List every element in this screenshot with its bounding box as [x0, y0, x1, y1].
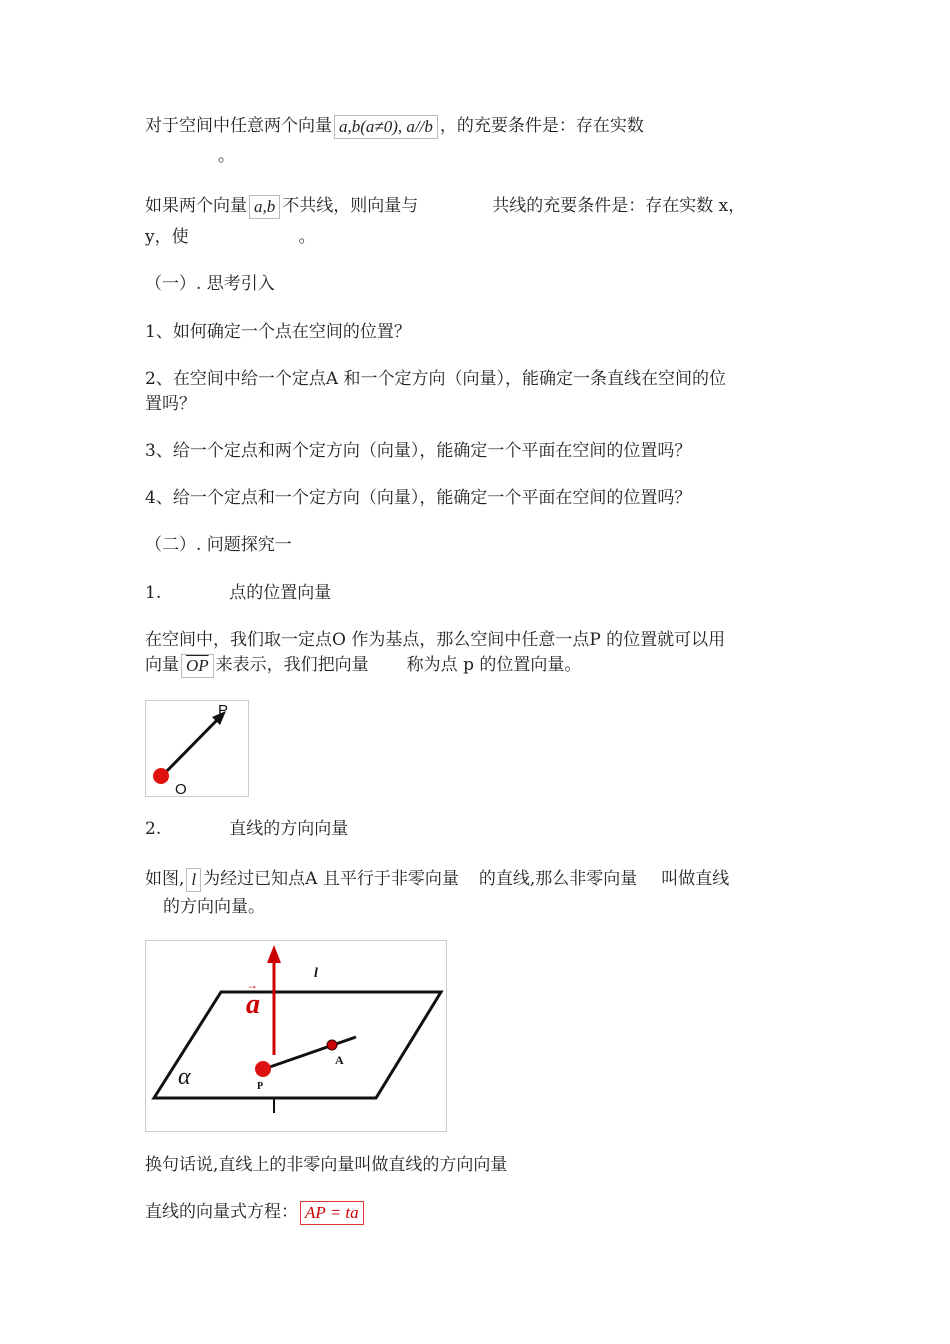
label-point-a: A [335, 1053, 344, 1067]
direction-text-line2: 的方向向量。 [163, 897, 265, 917]
label-p: P [218, 702, 229, 719]
vector-op-line [162, 717, 220, 776]
text: 共线的充要条件是：存在实数 x， [492, 196, 746, 216]
paragraph-parallel-condition [145, 114, 644, 139]
position-text-line2: 向量 $\overline{OP}$ 来表示，我们把向量 称为点 p 的位置向量。 [145, 653, 581, 678]
math-formula: a,b(a≠0), a//b [334, 115, 438, 139]
math-formula: l [186, 868, 201, 892]
question-1: 1、如何确定一个点在空间的位置？ [145, 322, 411, 342]
math-formula: a,b [249, 195, 280, 219]
question-4: 4、给一个定点和一个定方向（向量），能确定一个平面在空间的位置吗？ [145, 488, 692, 508]
point-p-marker [255, 1061, 271, 1077]
direction-vector-figure [145, 940, 447, 1132]
text: 对于空间中任意两个向量 [145, 116, 332, 136]
question-2: 2、在空间中给一个定点A 和一个定方向（向量），能确定一条直线在空间的位 [145, 369, 726, 389]
plane-line-diagram [146, 941, 446, 1131]
paragraph-continuation: y，使 。 [145, 227, 316, 247]
label-o: O [175, 781, 187, 796]
position-text-line1: 在空间中，我们取一定点O 作为基点，那么空间中任意一点P 的位置就可以用 [145, 630, 726, 650]
position-vector-diagram [146, 701, 248, 796]
arrow-up-icon [267, 945, 281, 963]
summary-text: 换句话说,直线上的非零向量叫做直线的方向向量 [145, 1155, 508, 1175]
equation-line: 直线的向量式方程： AP = ta [145, 1200, 366, 1225]
paragraph-coplanar-condition [145, 194, 745, 219]
position-vector-figure [145, 700, 249, 797]
label-a-vector: a [246, 989, 260, 1020]
question-3: 3、给一个定点和两个定方向（向量），能确定一个平面在空间的位置吗？ [145, 441, 692, 461]
item-heading-2: 2. 直线的方向向量 [145, 819, 349, 839]
label-point-p: P [257, 1081, 264, 1092]
point-a-marker [327, 1040, 337, 1050]
label-alpha: α [178, 1064, 191, 1090]
section-title: （一）. 思考引入 [145, 274, 275, 294]
text: 如果两个向量 [145, 196, 247, 216]
text: 不共线，则向量与 [282, 196, 419, 216]
label-l: l [314, 966, 318, 981]
text-fragment: 。 [218, 146, 235, 166]
plane-alpha [154, 992, 441, 1098]
math-formula: $\overline{OP}$ [181, 654, 214, 678]
math-formula: AP = ta [300, 1201, 364, 1225]
text: ，的充要条件是：存在实数 [439, 116, 644, 136]
section-title: （二）. 问题探究一 [145, 535, 292, 555]
direction-text-line1: 如图, l 为经过已知点A 且平行于非零向量 的直线,那么非零向量 叫做直线 [145, 867, 729, 892]
vector-arrow-icon: → [246, 978, 258, 992]
question-2-cont: 置吗？ [145, 394, 196, 414]
point-o-marker [153, 768, 169, 784]
item-heading-1: 1. 点的位置向量 [145, 583, 332, 603]
